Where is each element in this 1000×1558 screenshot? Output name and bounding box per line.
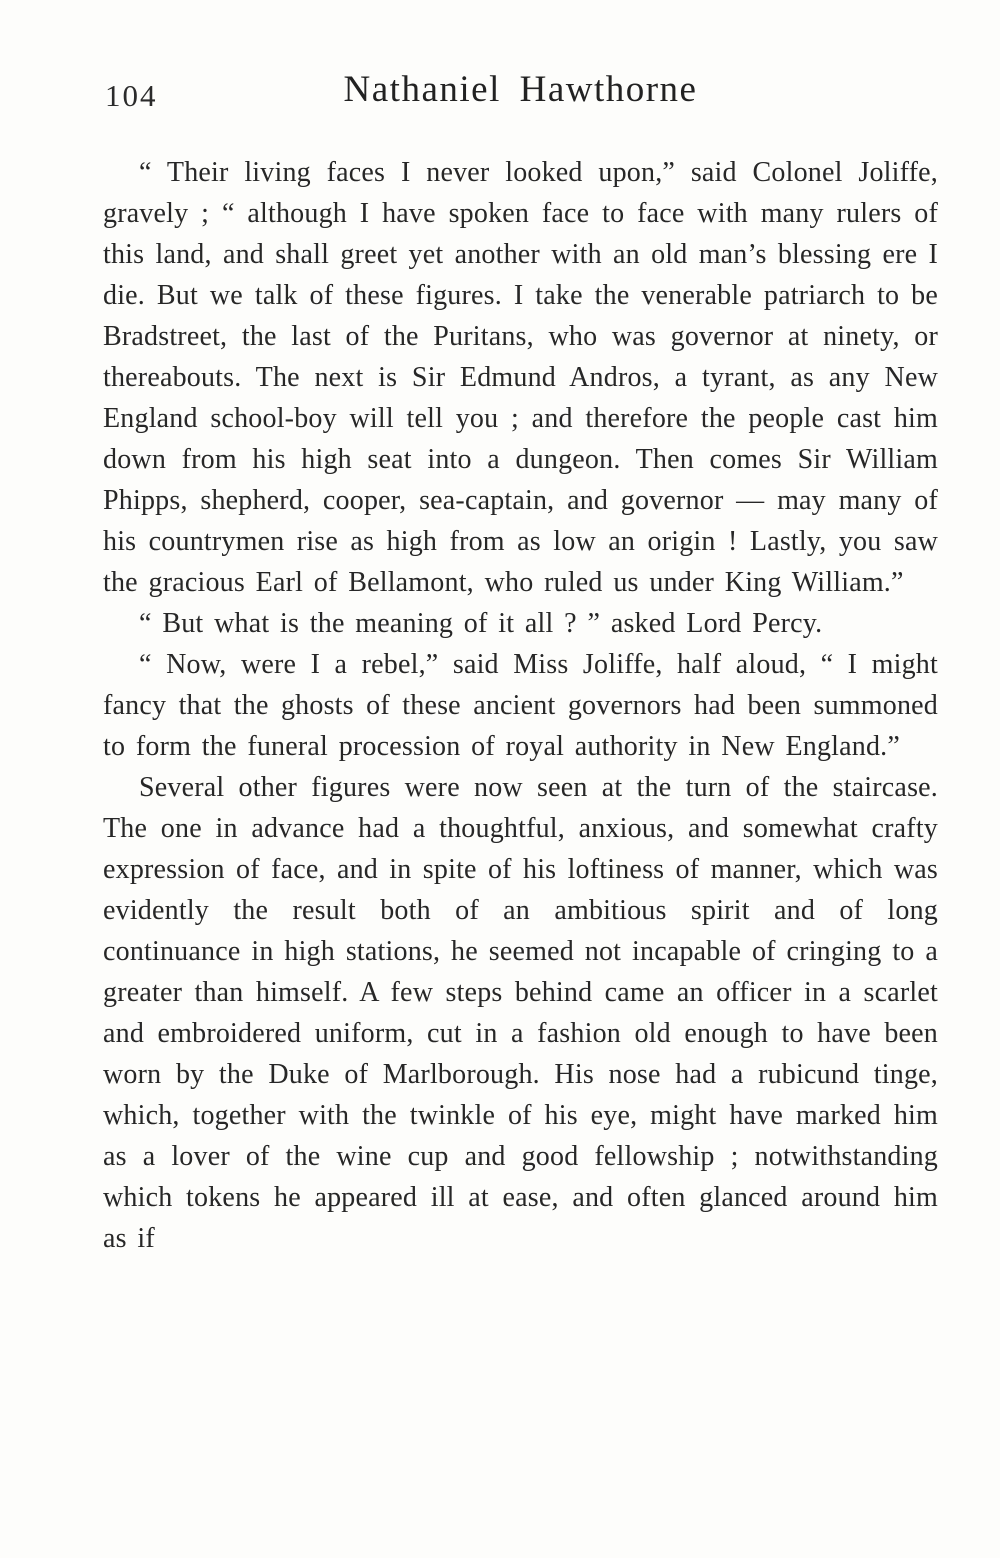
running-title: Nathaniel Hawthorne xyxy=(343,69,698,110)
body-text xyxy=(103,152,938,1259)
paragraph-lord-percy-question: “ But what is the meaning of it all ? ” asked Lord Percy. xyxy=(139,608,823,639)
page-number: 104 xyxy=(105,78,158,113)
paragraph-miss-joliffe-speech: “ Now, were I a rebel,” said Miss Joliffe, half aloud, “ I might fancy that the ghosts of these ancient governors had been summoned to form the funeral procession of royal authority in New England.” xyxy=(103,649,938,762)
paragraph-colonel-joliffe-speech: “ Their living faces I never looked upon,” said Colonel Joliffe, gravely ; “ although I have spoken face to face with many rulers of this land, and shall greet yet another with an old man’s blessing ere I die. But we talk of these figures. I take the venerable patriarch to be Bradstreet, the last of the Puritans, who was governor at ninety, or thereabouts. The next is Sir Edmund Andros, a tyrant, as any New England school-boy will tell you ; and therefore the people cast him down from his high seat into a dungeon. Then comes Sir William Phipps, shepherd, cooper, sea-captain, and governor — may many of his countrymen rise as high from as low an origin ! Lastly, you saw the gracious Earl of Bellamont, who ruled us under King William.” xyxy=(103,157,938,598)
paragraph-narration: Several other figures were now seen at the turn of the staircase. The one in advance had a thoughtful, anxious, and somewhat crafty expression of face, and in spite of his loftiness of manner, which was evidently the result both of an ambitious spirit and of long continuance in high stations, he seemed not incapable of cringing to a greater than himself. A few steps behind came an officer in a scarlet and embroidered uniform, cut in a fashion old enough to have been worn by the Duke of Marlborough. His nose had a rubicund tinge, which, together with the twinkle of his eye, might have marked him as a lover of the wine cup and good fellowship ; notwithstanding which tokens he appeared ill at ease, and often glanced around him as if xyxy=(103,772,938,1254)
page-header xyxy=(103,68,938,126)
